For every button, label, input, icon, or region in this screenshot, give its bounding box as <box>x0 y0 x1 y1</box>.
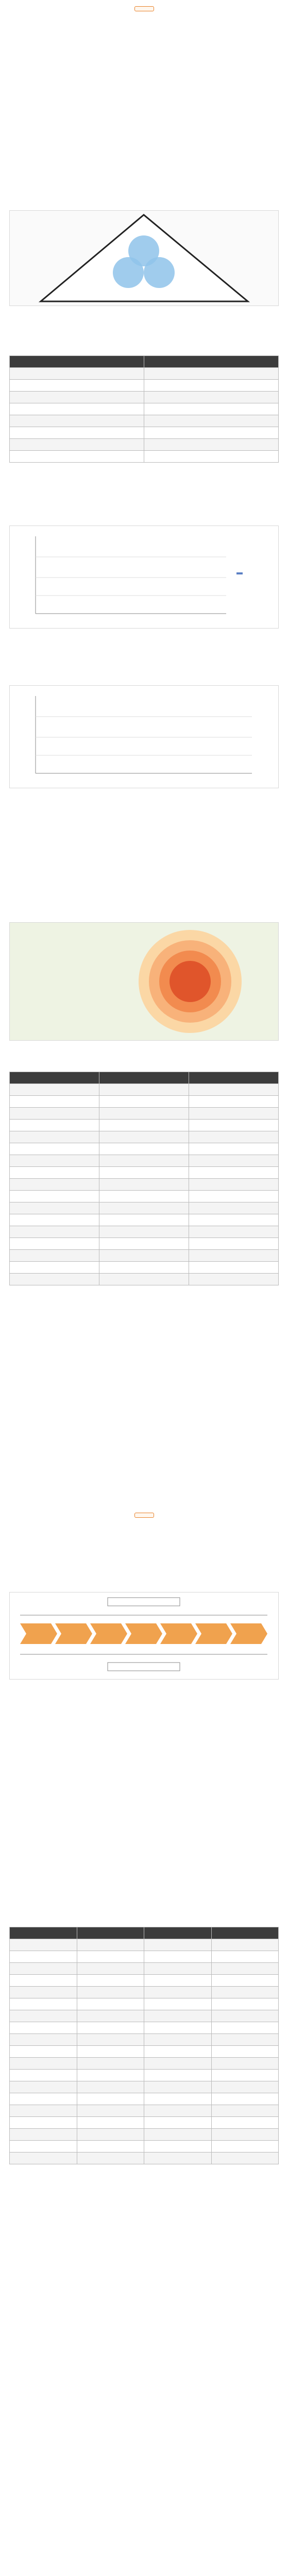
bar-chart <box>0 685 288 788</box>
table-cell <box>99 1108 189 1120</box>
data-table <box>9 1072 279 1285</box>
table-row <box>10 1262 279 1274</box>
table-cell <box>10 1108 99 1120</box>
table-cell <box>144 2022 212 2034</box>
table-row <box>10 1987 279 1998</box>
table-3 <box>0 1927 288 2164</box>
table-row <box>10 439 279 451</box>
table-cell <box>77 2141 144 2153</box>
table-cell <box>211 2117 279 2129</box>
table-row <box>10 1202 279 1214</box>
table-cell <box>189 1238 279 1250</box>
table-cell <box>144 2153 212 2164</box>
legend-swatch <box>236 572 243 574</box>
table-cell <box>10 1167 99 1179</box>
table-cell <box>77 1987 144 1998</box>
table-row <box>10 1167 279 1179</box>
table-cell <box>77 2105 144 2117</box>
table-cell <box>10 2010 77 2022</box>
table-cell <box>77 1951 144 1963</box>
table-cell <box>211 2046 279 2058</box>
table-cell <box>77 2046 144 2058</box>
table-cell <box>10 1226 99 1238</box>
table-cell <box>99 1238 189 1250</box>
table-cell <box>77 1939 144 1951</box>
table-cell <box>99 1155 189 1167</box>
table-row <box>10 2129 279 2141</box>
table-row <box>10 2081 279 2093</box>
table-cell <box>10 2093 77 2105</box>
bar-chart-svg <box>10 686 278 788</box>
table-cell <box>144 2010 212 2022</box>
table-cell <box>211 2081 279 2093</box>
table-cell <box>10 1274 99 1285</box>
table-cell <box>144 1927 212 1939</box>
table-cell <box>189 1250 279 1262</box>
table-cell <box>99 1072 189 1084</box>
table-cell <box>10 2034 77 2046</box>
flow-step-5 <box>160 1623 197 1644</box>
table-cell <box>144 2093 212 2105</box>
table-cell <box>189 1096 279 1108</box>
table-cell <box>144 2058 212 2070</box>
table-row <box>10 368 279 380</box>
table-cell <box>144 439 279 451</box>
table-cell <box>99 1084 189 1096</box>
table-row <box>10 2070 279 2081</box>
table-cell <box>211 1963 279 1975</box>
table-row <box>10 1214 279 1226</box>
table-cell <box>77 2093 144 2105</box>
section-1-banner <box>134 6 154 11</box>
table-cell <box>99 1274 189 1285</box>
table-cell <box>10 1202 99 1214</box>
table-cell <box>211 1939 279 1951</box>
table-cell <box>189 1167 279 1179</box>
table-cell <box>10 1951 77 1963</box>
table-cell <box>10 2081 77 2093</box>
table-cell <box>10 1963 77 1975</box>
table-cell <box>77 2058 144 2070</box>
table-cell <box>144 2117 212 2129</box>
table-cell <box>144 403 279 415</box>
table-cell <box>144 392 279 403</box>
table-cell <box>10 1179 99 1191</box>
table-row <box>10 1179 279 1191</box>
line-chart-svg <box>10 526 278 628</box>
bullseye-diagram <box>0 922 288 1041</box>
table-cell <box>10 415 144 427</box>
table-cell <box>189 1274 279 1285</box>
flow-top-box <box>108 1598 180 1606</box>
table-cell <box>77 1927 144 1939</box>
triangle-diagram <box>0 210 288 306</box>
table-cell <box>10 427 144 439</box>
table-cell <box>144 2046 212 2058</box>
table-row <box>10 1226 279 1238</box>
table-cell <box>144 1951 212 1963</box>
table-cell <box>144 2034 212 2046</box>
table-cell <box>10 368 144 380</box>
table-cell <box>10 356 144 368</box>
diagram-node-b <box>113 257 144 288</box>
table-cell <box>99 1143 189 1155</box>
table-cell <box>211 2141 279 2153</box>
table-cell <box>77 2070 144 2081</box>
table-cell <box>211 2070 279 2081</box>
table-cell <box>10 2153 77 2164</box>
table-cell <box>211 2105 279 2117</box>
table-header-row <box>10 356 279 368</box>
diagram-panel <box>9 210 279 306</box>
table-row <box>10 1120 279 1131</box>
diagram-node-c <box>144 257 175 288</box>
table-cell <box>99 1226 189 1238</box>
table-row <box>10 1191 279 1202</box>
table-cell <box>10 2022 77 2034</box>
table-cell <box>77 2022 144 2034</box>
table-header-row <box>10 1072 279 1084</box>
table-cell <box>77 2129 144 2141</box>
table-cell <box>10 1262 99 1274</box>
table-cell <box>211 1975 279 1987</box>
table-row <box>10 1096 279 1108</box>
table-cell <box>211 2153 279 2164</box>
section-1-header <box>0 3 288 13</box>
flow-step-6 <box>195 1623 232 1644</box>
table-row <box>10 1143 279 1155</box>
table-cell <box>144 415 279 427</box>
table-cell <box>10 403 144 415</box>
table-cell <box>144 2105 212 2117</box>
table-cell <box>144 1975 212 1987</box>
table-cell <box>144 427 279 439</box>
table-cell <box>144 2081 212 2093</box>
table-row <box>10 2153 279 2164</box>
table-cell <box>10 2058 77 2070</box>
data-table <box>9 1927 279 2164</box>
table-cell <box>144 1998 212 2010</box>
table-row <box>10 1951 279 1963</box>
table-cell <box>144 2129 212 2141</box>
process-flow-panel <box>9 1592 279 1680</box>
table-1 <box>0 355 288 463</box>
table-cell <box>99 1262 189 1274</box>
bar-chart-panel <box>9 685 279 788</box>
table-row <box>10 1238 279 1250</box>
table-cell <box>189 1108 279 1120</box>
table-row <box>10 2093 279 2105</box>
table-cell <box>144 2070 212 2081</box>
table-cell <box>10 1143 99 1155</box>
table-cell <box>99 1167 189 1179</box>
table-cell <box>99 1179 189 1191</box>
table-cell <box>189 1072 279 1084</box>
table-2 <box>0 1072 288 1285</box>
table-row <box>10 1131 279 1143</box>
table-cell <box>144 1963 212 1975</box>
table-row <box>10 2117 279 2129</box>
table-cell <box>99 1202 189 1214</box>
table-row <box>10 392 279 403</box>
triangle-diagram-svg <box>10 211 278 306</box>
table-cell <box>144 2141 212 2153</box>
table-cell <box>189 1143 279 1155</box>
table-cell <box>10 1998 77 2010</box>
table-cell <box>189 1120 279 1131</box>
table-row <box>10 2022 279 2034</box>
table-cell <box>10 1191 99 1202</box>
table-cell <box>10 380 144 392</box>
table-cell <box>10 1975 77 1987</box>
table-cell <box>99 1214 189 1226</box>
table-cell <box>77 2117 144 2129</box>
table-cell <box>10 392 144 403</box>
table-cell <box>211 2010 279 2022</box>
table-cell <box>77 1975 144 1987</box>
table-cell <box>144 368 279 380</box>
table-cell <box>10 2046 77 2058</box>
table-cell <box>211 2129 279 2141</box>
table-cell <box>144 1987 212 1998</box>
table-cell <box>77 1998 144 2010</box>
bullseye-panel <box>9 922 279 1041</box>
table-row <box>10 1084 279 1096</box>
line-chart <box>0 526 288 629</box>
table-cell <box>189 1191 279 1202</box>
table-cell <box>189 1226 279 1238</box>
table-row <box>10 380 279 392</box>
table-row <box>10 1155 279 1167</box>
table-row <box>10 415 279 427</box>
table-cell <box>211 2022 279 2034</box>
flow-step-1 <box>20 1623 57 1644</box>
table-cell <box>10 1927 77 1939</box>
table-row <box>10 427 279 439</box>
table-cell <box>144 1939 212 1951</box>
table-row <box>10 1274 279 1285</box>
flow-step-4 <box>125 1623 162 1644</box>
table-cell <box>10 439 144 451</box>
table-cell <box>10 1120 99 1131</box>
table-row <box>10 1975 279 1987</box>
table-row <box>10 1963 279 1975</box>
table-cell <box>211 1951 279 1963</box>
table-cell <box>189 1179 279 1191</box>
table-cell <box>189 1202 279 1214</box>
table-cell <box>189 1155 279 1167</box>
table-cell <box>10 2105 77 2117</box>
section-2-header <box>0 1510 288 1520</box>
table-cell <box>77 1963 144 1975</box>
table-cell <box>189 1214 279 1226</box>
table-cell <box>99 1191 189 1202</box>
table-cell <box>77 2153 144 2164</box>
table-cell <box>77 2010 144 2022</box>
section-2-banner <box>134 1513 154 1518</box>
process-flow-svg <box>10 1592 278 1679</box>
table-cell <box>10 1250 99 1262</box>
table-cell <box>77 2034 144 2046</box>
table-cell <box>10 1987 77 1998</box>
table-row <box>10 2141 279 2153</box>
bullseye-ring-4 <box>170 961 211 1002</box>
table-cell <box>10 1096 99 1108</box>
table-cell <box>10 1084 99 1096</box>
table-cell <box>211 1927 279 1939</box>
table-cell <box>144 451 279 463</box>
table-row <box>10 2046 279 2058</box>
flow-step-2 <box>55 1623 92 1644</box>
table-cell <box>189 1262 279 1274</box>
table-header-row <box>10 1927 279 1939</box>
table-row <box>10 1939 279 1951</box>
table-row <box>10 1250 279 1262</box>
table-cell <box>144 356 279 368</box>
table-cell <box>99 1131 189 1143</box>
process-flow-diagram <box>0 1592 288 1680</box>
table-row <box>10 2010 279 2022</box>
table-cell <box>10 1155 99 1167</box>
table-cell <box>10 1214 99 1226</box>
table-cell <box>189 1131 279 1143</box>
table-cell <box>99 1096 189 1108</box>
line-chart-panel <box>9 526 279 629</box>
flow-step-7 <box>230 1623 267 1644</box>
table-cell <box>99 1120 189 1131</box>
flow-bottom-box <box>108 1663 180 1671</box>
table-cell <box>211 1987 279 1998</box>
table-cell <box>77 2081 144 2093</box>
table-row <box>10 1998 279 2010</box>
table-cell <box>10 1072 99 1084</box>
table-cell <box>10 2129 77 2141</box>
flow-step-3 <box>90 1623 127 1644</box>
table-row <box>10 403 279 415</box>
table-cell <box>211 2034 279 2046</box>
table-cell <box>189 1084 279 1096</box>
table-row <box>10 2105 279 2117</box>
table-row <box>10 1108 279 1120</box>
table-row <box>10 451 279 463</box>
table-cell <box>99 1250 189 1262</box>
table-cell <box>211 2058 279 2070</box>
table-row <box>10 2058 279 2070</box>
table-cell <box>10 451 144 463</box>
table-cell <box>10 1131 99 1143</box>
table-cell <box>10 2070 77 2081</box>
table-cell <box>211 1998 279 2010</box>
table-cell <box>10 1238 99 1250</box>
table-row <box>10 2034 279 2046</box>
table-cell <box>10 2117 77 2129</box>
table-cell <box>10 2141 77 2153</box>
table-cell <box>144 380 279 392</box>
table-cell <box>10 1939 77 1951</box>
table-cell <box>211 2093 279 2105</box>
data-table <box>9 355 279 463</box>
